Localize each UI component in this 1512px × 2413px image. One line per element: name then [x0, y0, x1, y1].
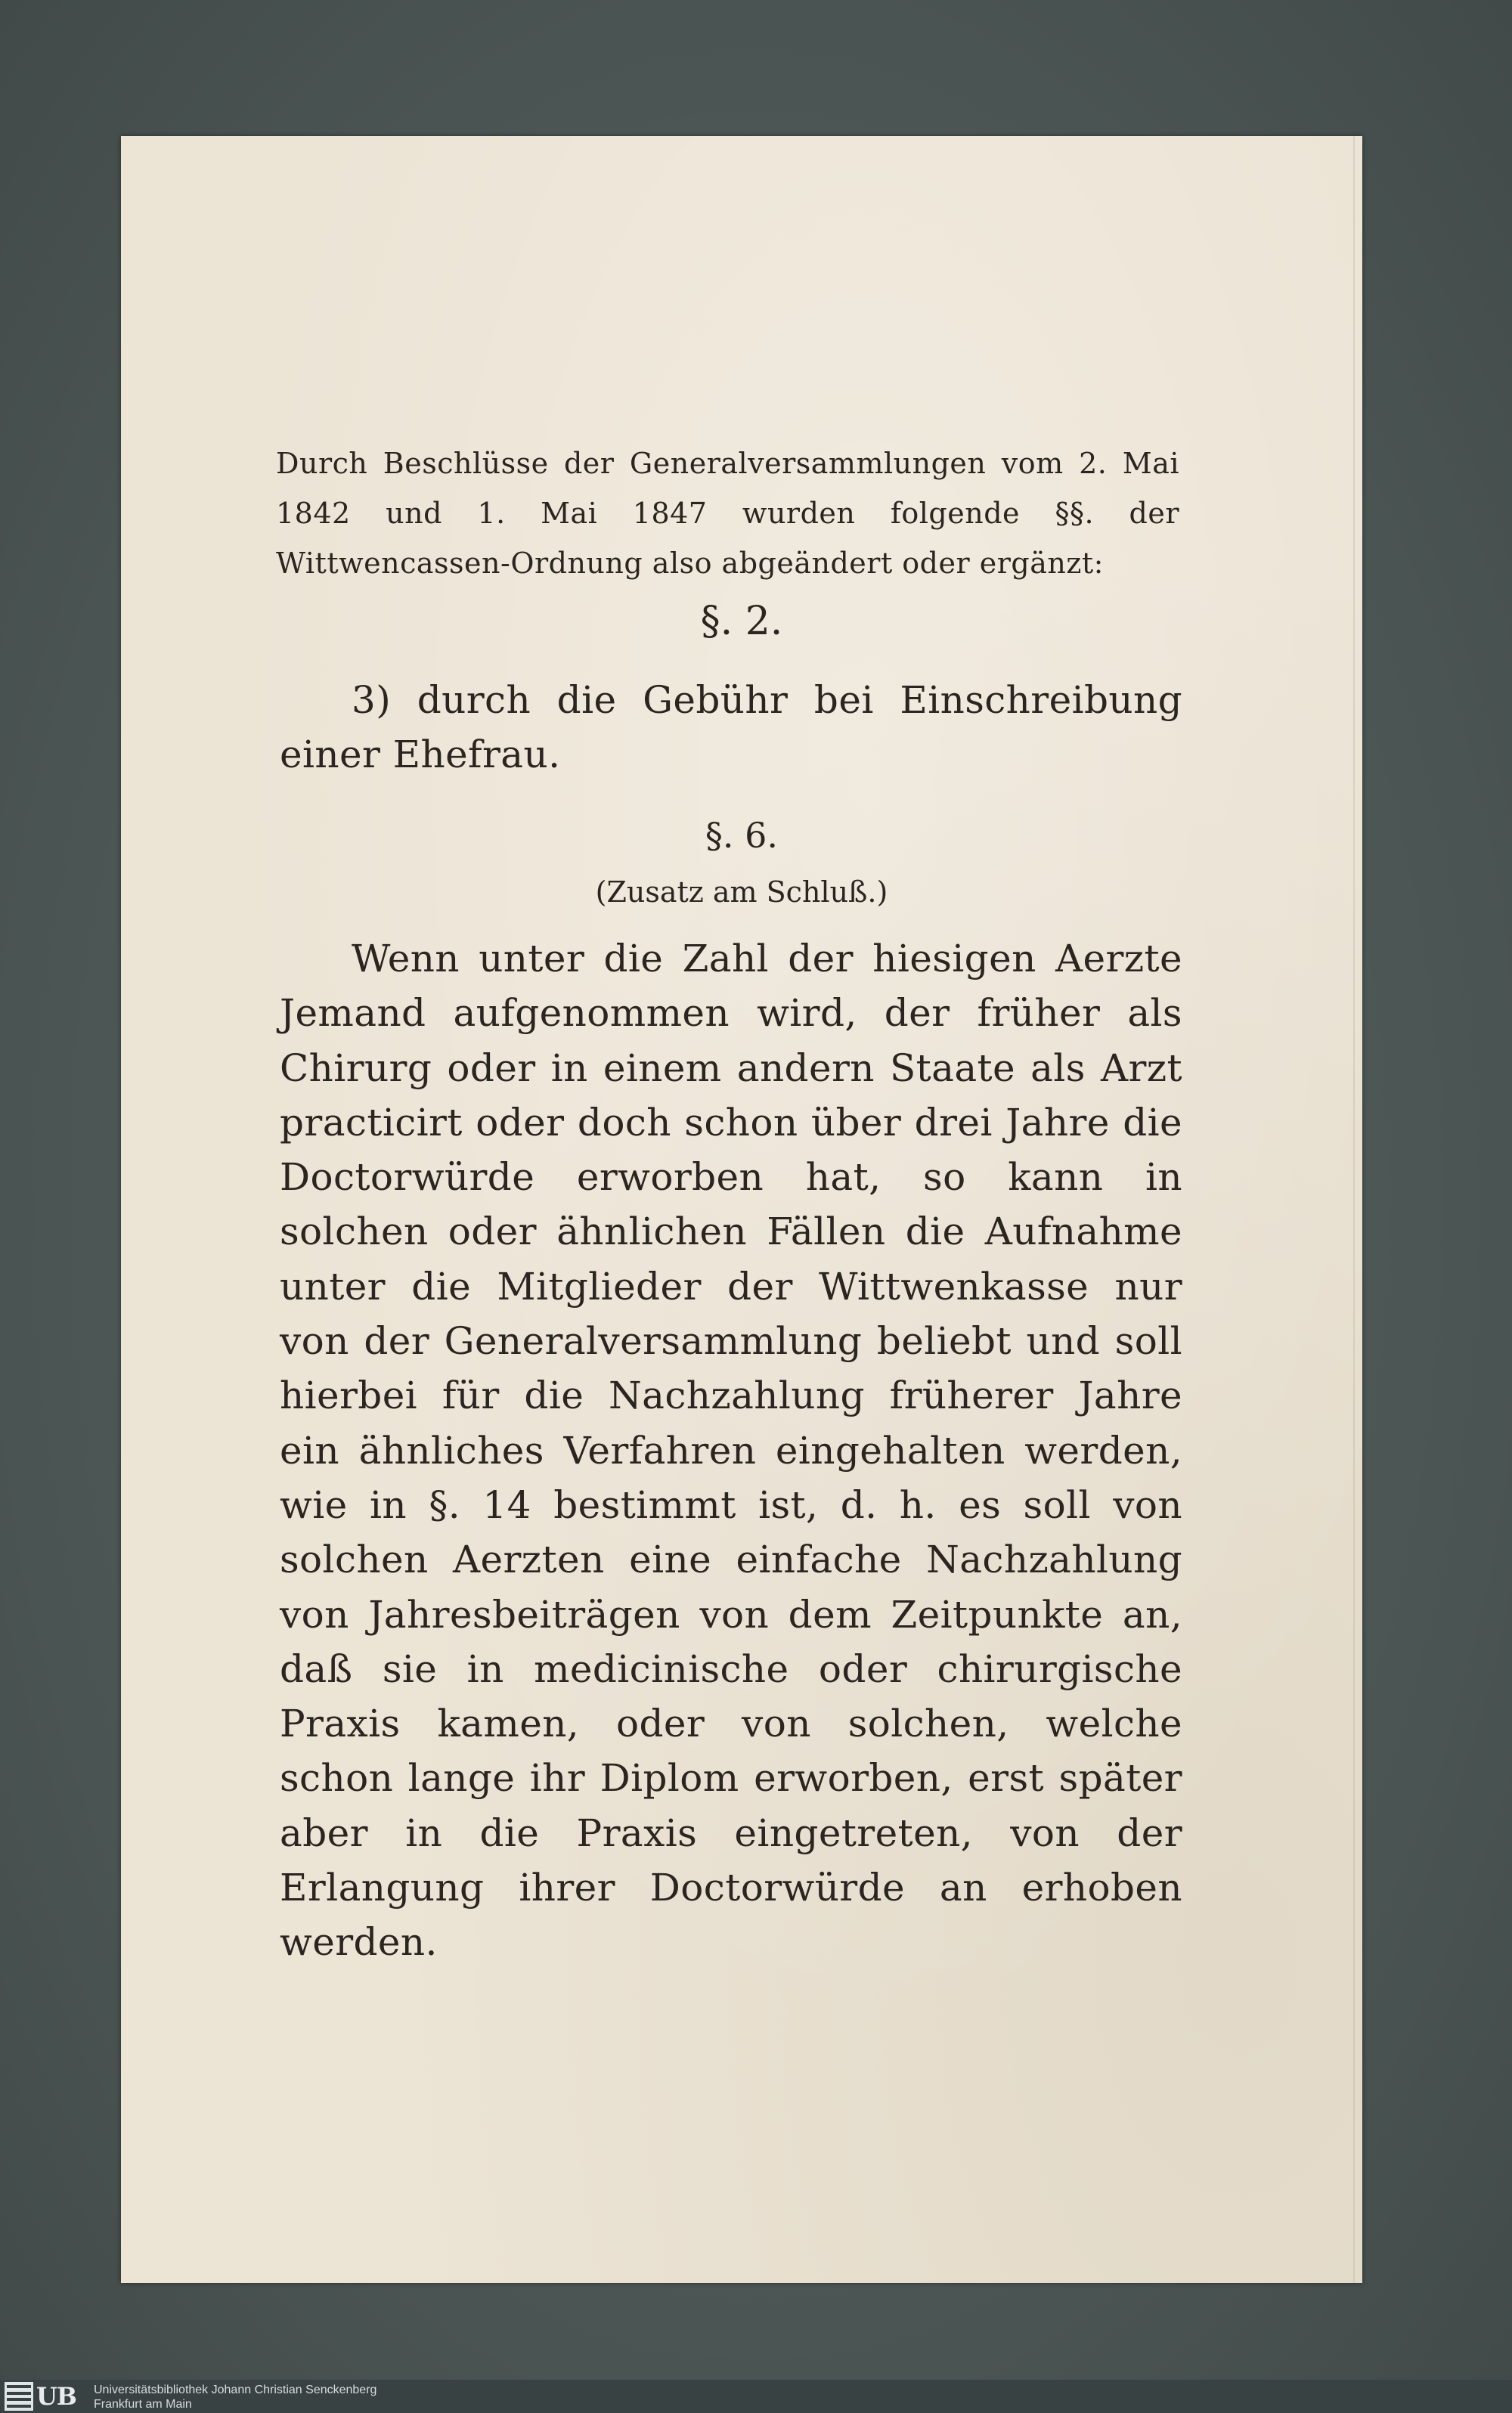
footer-credit	[94, 2383, 376, 2411]
intro-paragraph: Durch Beschlüsse der Generalversammlungen vom 2. Mai 1842 und 1. Mai 1847 wurden folgende §§. der Wittwencassen-Ordnung also abgeändert oder ergänzt:	[276, 447, 1179, 580]
logo-bars-icon	[5, 2382, 33, 2411]
logo-text: UB	[36, 2382, 76, 2411]
section-6-paragraph	[280, 931, 1182, 1970]
section-2-paragraph	[280, 673, 1182, 782]
page-edge-shadow	[1353, 136, 1355, 2283]
footer-line-2: Frankfurt am Main	[94, 2398, 192, 2411]
section-6-subheading: (Zusatz am Schluß.)	[595, 875, 888, 909]
section-heading-6: §. 6.	[705, 815, 779, 856]
section-2-text: 3) durch die Gebühr bei Einschreibung einer Ehefrau.	[280, 678, 1182, 777]
library-logo	[5, 2381, 76, 2411]
footer-line-1: Universitätsbibliothek Johann Christian Senckenberg	[94, 2384, 377, 2396]
document-page	[121, 136, 1362, 2283]
section-heading-2: §. 2.	[700, 599, 783, 644]
section-6-text: Wenn unter die Zahl der hiesigen Aerzte Jemand aufgenommen wird, der früher als Chirurg oder in einem andern Staate als Arzt practicirt oder doch schon über drei Jahre die Doctorwürde erworben hat, so kann in solchen oder ähnlichen Fällen die Aufnahme unter die Mitglieder der Wittwenkasse nur von der Generalversammlung beliebt und soll hierbei für die Nachzahlung früherer Jahre ein ähnliches Verfahren eingehalten werden, wie in §. 14 bestimmt ist, d. h. es soll von solchen Aerzten eine einfache Nachzahlung von Jahresbeiträgen von dem Zeitpunkte an, daß sie in medicinische oder chirurgische Praxis kamen, oder von solchen, welche schon lange ihr Diplom erworben, erst später aber in die Praxis eingetreten, von der Erlangung ihrer Doctorwürde an erhoben werden.	[280, 937, 1182, 1965]
